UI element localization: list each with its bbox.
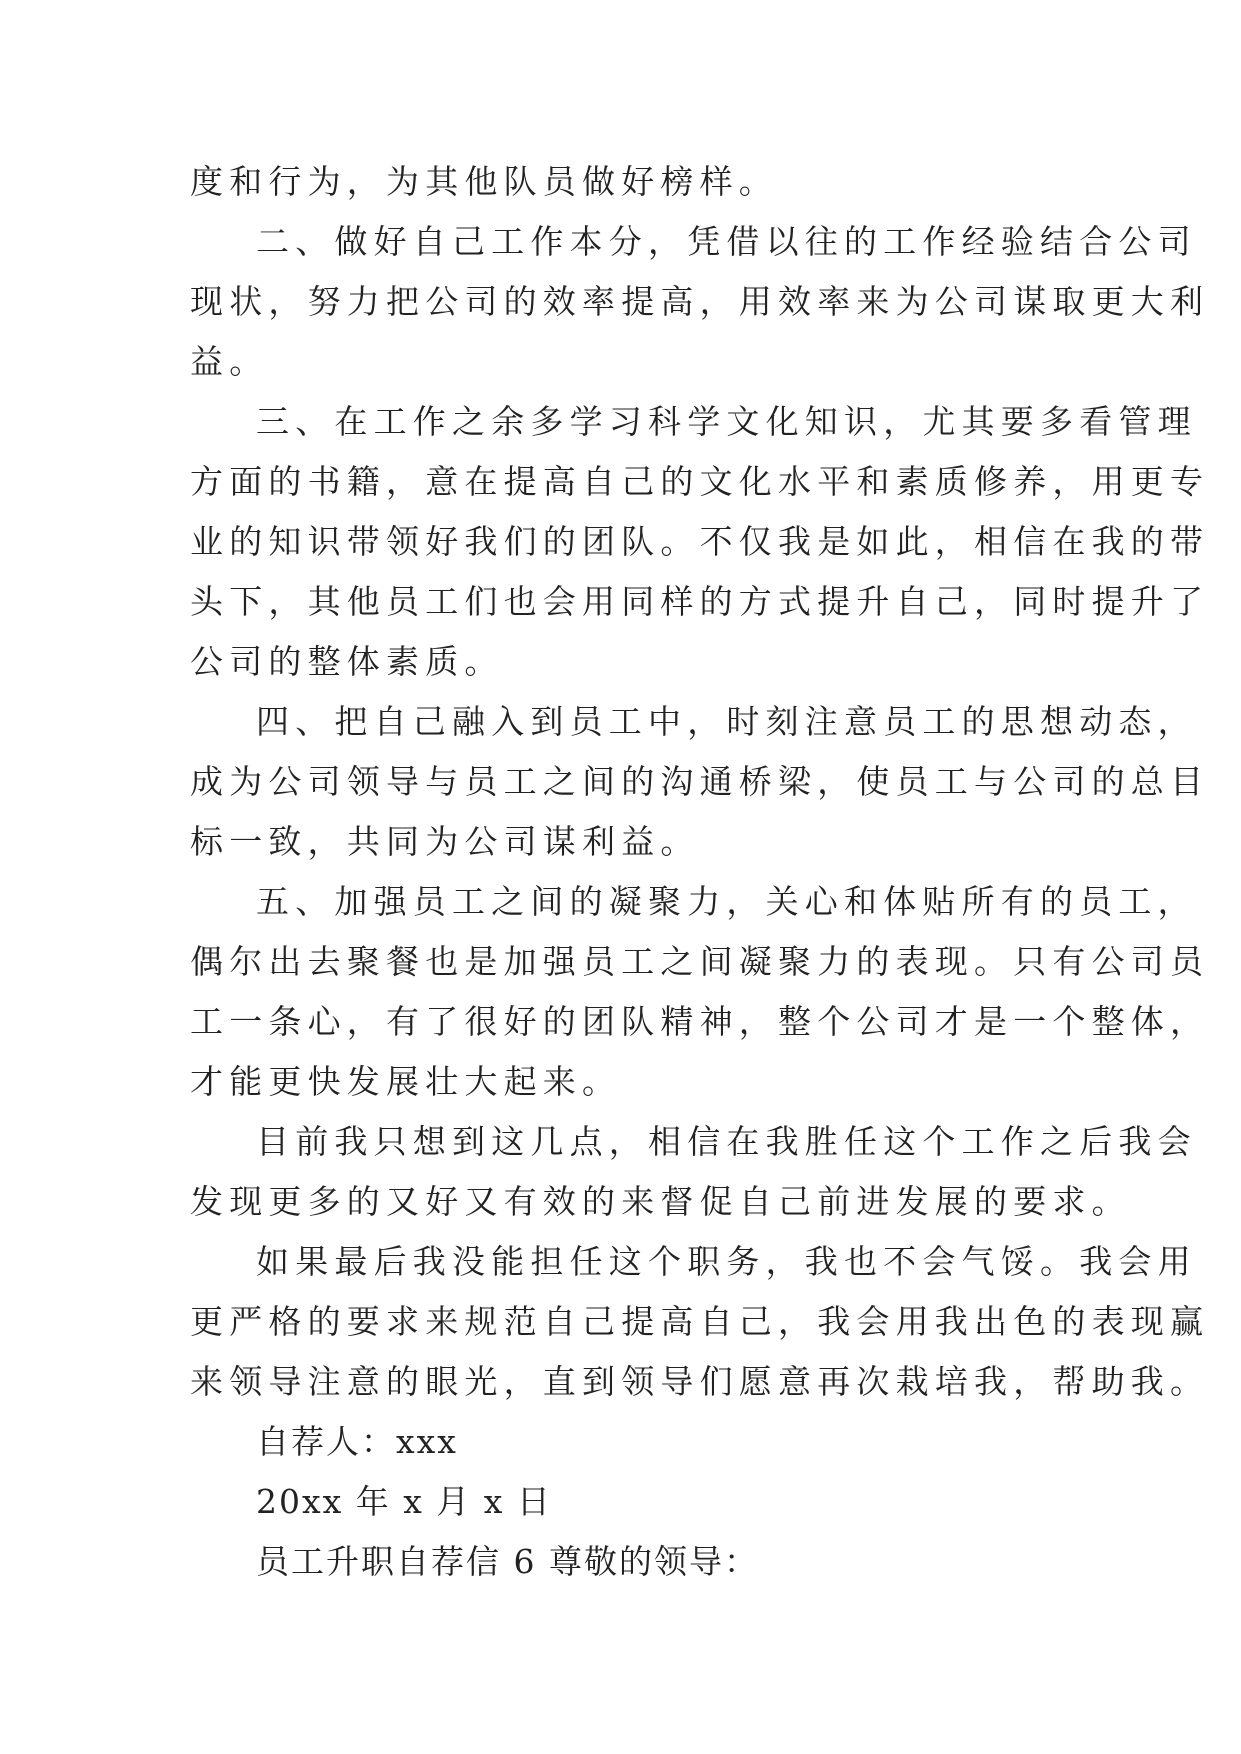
body-text-line: 度和行为，为其他队员做好榜样。	[190, 162, 778, 201]
body-text-line: 益。	[190, 342, 269, 381]
body-text-line: 业的知识带领好我们的团队。不仅我是如此，相信在我的带	[190, 522, 1210, 561]
paragraph-7-start: 如果最后我没能担任这个职务，我也不会气馁。我会用	[256, 1242, 1197, 1281]
body-text-line: 偶尔出去聚餐也是加强员工之间凝聚力的表现。只有公司员	[190, 942, 1210, 981]
body-text-line: 成为公司领导与员工之间的沟通桥梁，使员工与公司的总目	[190, 762, 1210, 801]
body-text-line: 更严格的要求来规范自己提高自己，我会用我出色的表现赢	[190, 1302, 1210, 1341]
body-text-line: 方面的书籍，意在提高自己的文化水平和素质修养，用更专	[190, 462, 1210, 501]
date-line: 20xx 年 x 月 x 日	[256, 1482, 552, 1521]
body-text-line: 公司的整体素质。	[190, 642, 504, 681]
body-text-line: 才能更快发展壮大起来。	[190, 1062, 622, 1101]
body-text-line: 头下，其他员工们也会用同样的方式提升自己，同时提升了	[190, 582, 1210, 621]
body-text-line: 来领导注意的眼光，直到领导们愿意再次栽培我，帮助我。	[190, 1362, 1210, 1401]
paragraph-5-start: 五、加强员工之间的凝聚力，关心和体贴所有的员工，	[256, 882, 1197, 921]
signature-line: 自荐人：xxx	[256, 1422, 458, 1461]
paragraph-6-start: 目前我只想到这几点，相信在我胜任这个工作之后我会	[256, 1122, 1197, 1161]
body-text-line: 工一条心，有了很好的团队精神，整个公司才是一个整体，	[190, 1002, 1210, 1041]
paragraph-2-start: 二、做好自己工作本分，凭借以往的工作经验结合公司	[256, 222, 1197, 261]
body-text-line: 现状，努力把公司的效率提高，用效率来为公司谋取更大利	[190, 282, 1210, 321]
body-text-line: 标一致，共同为公司谋利益。	[190, 822, 700, 861]
paragraph-4-start: 四、把自己融入到员工中，时刻注意员工的思想动态，	[256, 702, 1197, 741]
body-text-line: 发现更多的又好又有效的来督促自己前进发展的要求。	[190, 1182, 1131, 1221]
next-letter-heading: 员工升职自荐信 6 尊敬的领导：	[256, 1542, 759, 1581]
paragraph-3-start: 三、在工作之余多学习科学文化知识，尤其要多看管理	[256, 402, 1197, 441]
